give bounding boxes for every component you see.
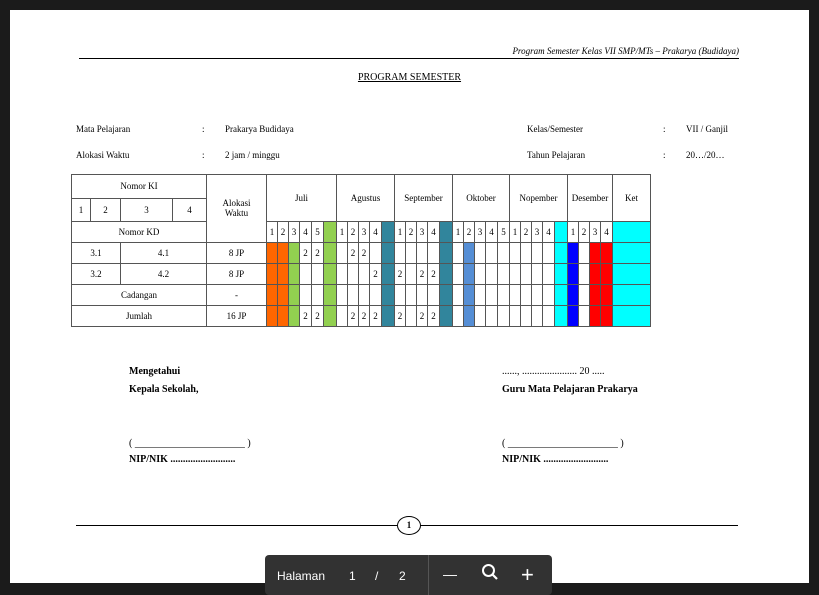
sig-right-date: ......, ...................... 20 .....: [502, 366, 605, 377]
week-cell: [278, 243, 289, 264]
week-cell: [359, 264, 370, 285]
week-cell: [289, 243, 300, 264]
week-cell: 2: [312, 306, 324, 327]
month-separator: [382, 264, 395, 285]
week-number: 2: [464, 222, 475, 243]
signature-right: [502, 366, 638, 465]
month-separator: [324, 243, 337, 264]
nomor-kd-header: Nomor KD: [72, 222, 207, 243]
week-cell: [601, 243, 613, 264]
week-number: 4: [428, 222, 440, 243]
week-cell: [337, 243, 348, 264]
semester-program-table: [71, 174, 651, 327]
month-header-nopember: Nopember: [510, 175, 568, 222]
week-number: 4: [300, 222, 312, 243]
week-cell: 2: [417, 306, 428, 327]
week-cell: [521, 285, 532, 306]
week-number: 2: [521, 222, 532, 243]
week-number: 4: [601, 222, 613, 243]
month-separator: [324, 285, 337, 306]
page-label: Halaman: [277, 569, 326, 583]
sig-right-role: Guru Mata Pelajaran Prakarya: [502, 384, 638, 395]
zoom-in-icon[interactable]: +: [521, 562, 534, 587]
toolbar-divider: [428, 555, 429, 595]
week-cell: [543, 243, 555, 264]
month-separator: [382, 306, 395, 327]
time-value: 2 jam / minggu: [225, 150, 280, 160]
table-row: [72, 285, 651, 306]
week-cell: [395, 285, 406, 306]
week-cell: [532, 243, 543, 264]
ket-cell: [613, 243, 651, 264]
week-cell: [417, 243, 428, 264]
subject-value: Prakarya Budidaya: [225, 124, 294, 134]
month-separator: [440, 222, 453, 243]
signature-left: [129, 366, 251, 465]
month-separator: [440, 243, 453, 264]
month-header-agustus: Agustus: [337, 175, 395, 222]
week-cell: 2: [300, 306, 312, 327]
class-label: Kelas/Semester: [527, 124, 583, 134]
week-cell: [568, 306, 579, 327]
week-number: 1: [510, 222, 521, 243]
week-cell: [337, 264, 348, 285]
week-cell: 2: [348, 306, 359, 327]
header-rule: [79, 58, 739, 59]
week-cell: [406, 264, 417, 285]
week-cell: [428, 285, 440, 306]
week-cell: [590, 285, 601, 306]
week-number: 2: [406, 222, 417, 243]
month-header-desember: Desember: [568, 175, 613, 222]
week-cell: [417, 285, 428, 306]
week-cell: 2: [428, 306, 440, 327]
week-cell: 2: [370, 306, 382, 327]
zoom-search-icon[interactable]: [481, 563, 499, 584]
week-cell: [348, 285, 359, 306]
week-cell: 2: [359, 243, 370, 264]
week-cell: [579, 285, 590, 306]
week-cell: [601, 285, 613, 306]
ki-1: 1: [72, 199, 91, 222]
kd4-cell: 4.2: [121, 264, 207, 285]
year-label: Tahun Pelajaran: [527, 150, 586, 160]
week-cell: [267, 285, 278, 306]
week-cell: [475, 264, 486, 285]
week-cell: [486, 306, 498, 327]
week-number: 1: [568, 222, 579, 243]
week-cell: [579, 243, 590, 264]
month-separator: [555, 264, 568, 285]
week-number: 4: [543, 222, 555, 243]
table-row: [72, 243, 651, 264]
week-cell: [510, 306, 521, 327]
week-number: 5: [312, 222, 324, 243]
week-number: 3: [359, 222, 370, 243]
month-separator: [440, 264, 453, 285]
week-cell: [510, 264, 521, 285]
week-cell: [453, 264, 464, 285]
month-separator: [440, 306, 453, 327]
sig-right-name: ( ______________________ ): [502, 438, 624, 449]
week-cell: [278, 264, 289, 285]
kd3-cell: 3.2: [72, 264, 121, 285]
month-separator: [555, 222, 568, 243]
week-number: 3: [532, 222, 543, 243]
week-cell: [568, 264, 579, 285]
jp-cell: 16 JP: [207, 306, 267, 327]
week-cell: [359, 285, 370, 306]
week-cell: [590, 306, 601, 327]
year-value: 20…/20…: [686, 150, 725, 160]
week-cell: [510, 243, 521, 264]
week-cell: [289, 306, 300, 327]
document-page: [10, 10, 809, 583]
sig-right-nip: NIP/NIK ..........................: [502, 454, 609, 465]
week-cell: [337, 306, 348, 327]
footer-rule-right: [420, 525, 738, 526]
ket-header: Ket: [613, 175, 651, 222]
week-cell: [498, 285, 510, 306]
week-cell: [453, 306, 464, 327]
week-cell: [267, 264, 278, 285]
week-cell: [579, 306, 590, 327]
month-separator: [555, 243, 568, 264]
week-cell: [475, 285, 486, 306]
week-number: 1: [453, 222, 464, 243]
viewer-toolbar: [265, 555, 552, 595]
month-separator: [382, 243, 395, 264]
alokasi-header-text: Alokasi Waktu: [222, 197, 251, 218]
kd4-cell: 4.1: [121, 243, 207, 264]
week-cell: 2: [417, 264, 428, 285]
week-cell: [312, 264, 324, 285]
week-number: 2: [579, 222, 590, 243]
page-separator: /: [375, 569, 379, 583]
page-number-badge: 1: [397, 516, 421, 535]
alokasi-header: [207, 175, 267, 243]
month-separator: [324, 306, 337, 327]
total-pages: 2: [399, 569, 406, 583]
ki-3: 3: [121, 199, 173, 222]
week-cell: 2: [300, 243, 312, 264]
row-label: Cadangan: [72, 285, 207, 306]
week-number: 3: [417, 222, 428, 243]
week-cell: [453, 243, 464, 264]
class-value: VII / Ganjil: [686, 124, 728, 134]
week-cell: [590, 264, 601, 285]
week-cell: [267, 243, 278, 264]
week-cell: [278, 306, 289, 327]
ki-4: 4: [173, 199, 207, 222]
week-number: 2: [348, 222, 359, 243]
jp-cell: 8 JP: [207, 264, 267, 285]
week-cell: [267, 306, 278, 327]
week-cell: [532, 285, 543, 306]
month-separator: [382, 222, 395, 243]
week-cell: [486, 264, 498, 285]
week-cell: [498, 264, 510, 285]
week-cell: [568, 243, 579, 264]
week-cell: [278, 285, 289, 306]
running-header: Program Semester Kelas VII SMP/MTs – Prakarya (Budidaya): [512, 46, 739, 56]
week-cell: 2: [359, 306, 370, 327]
week-cell: [464, 306, 475, 327]
sig-left-role: Kepala Sekolah,: [129, 384, 199, 395]
week-cell: 2: [395, 306, 406, 327]
subject-colon: :: [202, 124, 205, 134]
week-cell: [568, 285, 579, 306]
month-separator: [555, 285, 568, 306]
week-cell: [532, 264, 543, 285]
month-separator: [440, 285, 453, 306]
week-cell: [395, 243, 406, 264]
week-cell: [406, 243, 417, 264]
week-cell: [475, 243, 486, 264]
month-separator: [324, 264, 337, 285]
week-cell: [498, 306, 510, 327]
week-cell: [370, 243, 382, 264]
class-colon: :: [663, 124, 666, 134]
row-label: Jumlah: [72, 306, 207, 327]
week-cell: [312, 285, 324, 306]
week-cell: 2: [395, 264, 406, 285]
month-header-september: September: [395, 175, 453, 222]
month-separator: [555, 306, 568, 327]
week-cell: [532, 306, 543, 327]
time-label: Alokasi Waktu: [76, 150, 130, 160]
week-number: 1: [337, 222, 348, 243]
week-cell: [453, 285, 464, 306]
week-cell: [475, 306, 486, 327]
week-cell: [521, 264, 532, 285]
week-cell: [289, 264, 300, 285]
year-colon: :: [663, 150, 666, 160]
week-cell: 2: [348, 243, 359, 264]
jp-cell: 8 JP: [207, 243, 267, 264]
month-header-oktober: Oktober: [453, 175, 510, 222]
week-number: 3: [289, 222, 300, 243]
subject-label: Mata Pelajaran: [76, 124, 131, 134]
week-number: 3: [590, 222, 601, 243]
week-cell: [464, 243, 475, 264]
week-cell: [543, 285, 555, 306]
week-cell: [486, 285, 498, 306]
week-cell: [590, 243, 601, 264]
ket-cell: [613, 222, 651, 243]
week-cell: [510, 285, 521, 306]
week-cell: [543, 264, 555, 285]
zoom-out-icon[interactable]: —: [443, 566, 457, 582]
week-cell: [486, 243, 498, 264]
month-header-juli: Juli: [267, 175, 337, 222]
week-cell: [464, 264, 475, 285]
week-cell: [601, 264, 613, 285]
week-cell: 2: [428, 264, 440, 285]
week-cell: [464, 285, 475, 306]
sig-left-name: ( ______________________ ): [129, 438, 251, 449]
footer-rule-left: [76, 525, 397, 526]
ket-cell: [613, 264, 651, 285]
sig-left-nip: NIP/NIK ..........................: [129, 454, 236, 465]
week-cell: [348, 264, 359, 285]
week-cell: [300, 264, 312, 285]
ket-cell: [613, 306, 651, 327]
week-number: 1: [395, 222, 406, 243]
document-title: PROGRAM SEMESTER: [357, 72, 462, 83]
week-cell: [601, 306, 613, 327]
week-cell: [521, 306, 532, 327]
week-cell: [521, 243, 532, 264]
week-cell: 2: [312, 243, 324, 264]
week-number: 4: [370, 222, 382, 243]
table-row: [72, 264, 651, 285]
table-row: [72, 306, 651, 327]
week-cell: [406, 285, 417, 306]
ket-cell: [613, 285, 651, 306]
week-cell: [300, 285, 312, 306]
week-cell: [579, 264, 590, 285]
week-cell: [289, 285, 300, 306]
week-cell: [370, 285, 382, 306]
week-cell: [428, 243, 440, 264]
week-number: 4: [486, 222, 498, 243]
week-cell: [337, 285, 348, 306]
nomor-ki-header: Nomor KI: [72, 175, 207, 199]
kd3-cell: 3.1: [72, 243, 121, 264]
ki-2: 2: [91, 199, 121, 222]
week-number: 3: [475, 222, 486, 243]
week-cell: [406, 306, 417, 327]
sig-left-mengetahui: Mengetahui: [129, 366, 181, 377]
week-cell: [498, 243, 510, 264]
week-cell: 2: [370, 264, 382, 285]
jp-cell: -: [207, 285, 267, 306]
week-number: 5: [498, 222, 510, 243]
month-separator: [382, 285, 395, 306]
week-cell: [543, 306, 555, 327]
current-page-input[interactable]: 1: [349, 569, 356, 583]
week-number: 2: [278, 222, 289, 243]
week-number: 1: [267, 222, 278, 243]
time-colon: :: [202, 150, 205, 160]
month-separator: [324, 222, 337, 243]
